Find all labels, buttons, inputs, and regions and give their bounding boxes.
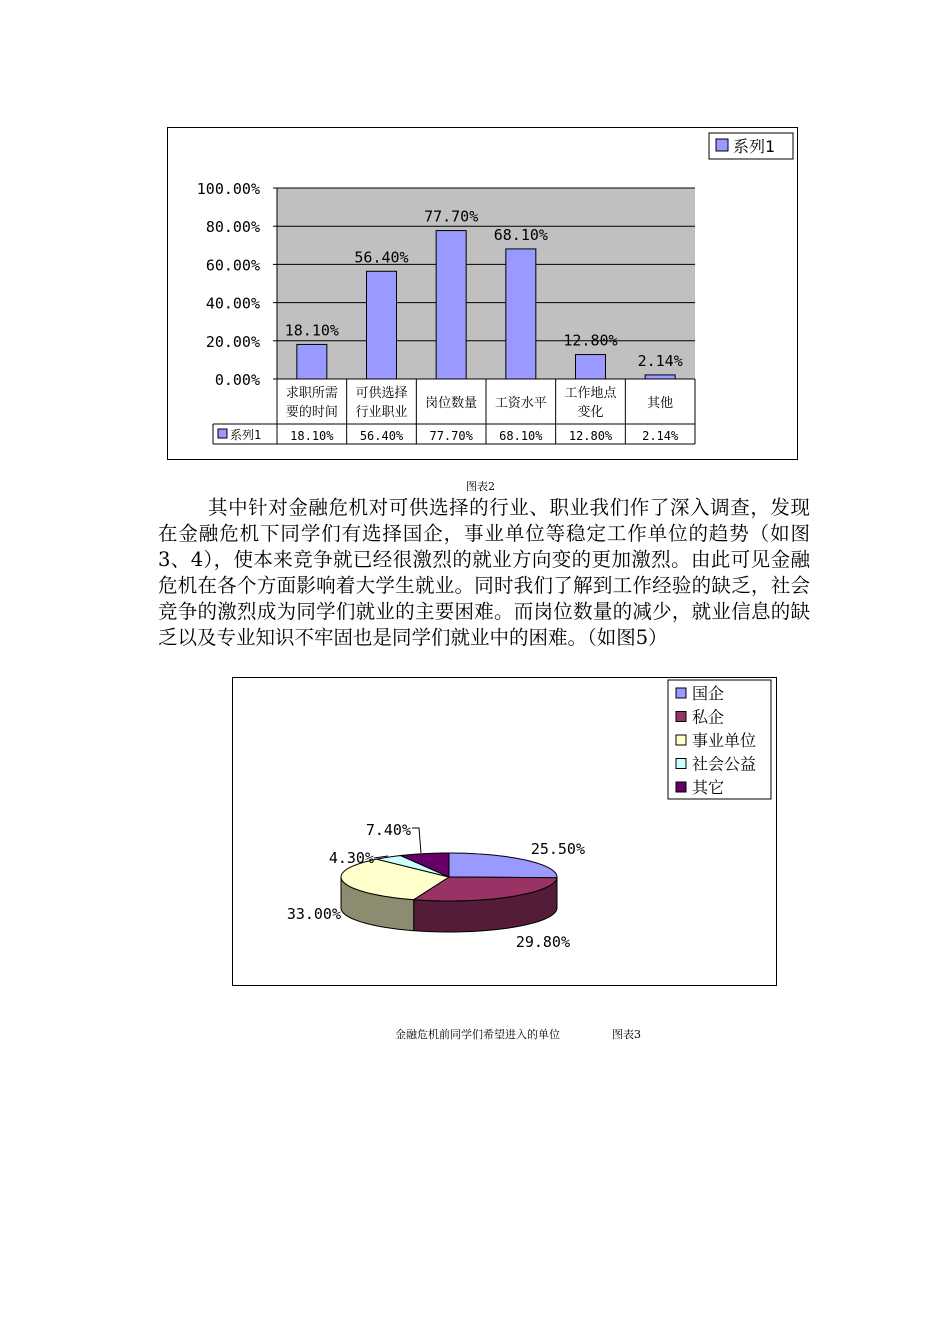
bar: [436, 231, 466, 379]
legend-swatch: [716, 139, 728, 151]
x-category-label: 要的时间: [285, 405, 338, 420]
legend-label: 社会公益: [692, 754, 757, 774]
x-category-label: 求职所需: [285, 386, 338, 401]
y-tick-label: 100.00%: [196, 180, 260, 198]
legend-label: 其它: [692, 778, 725, 797]
bar-value-label: 12.80%: [563, 331, 618, 350]
leader-line: [412, 828, 421, 853]
plot-area: [277, 188, 695, 379]
bar: [506, 249, 536, 379]
figure3-caption-number: 图表3: [612, 1028, 641, 1041]
table-legend-swatch: [218, 429, 227, 438]
bar-chart: [168, 128, 797, 459]
bar: [367, 271, 397, 379]
y-tick-label: 40.00%: [205, 294, 260, 313]
legend-label: 私企: [692, 707, 725, 727]
bar-value-label: 18.10%: [284, 321, 339, 340]
pie-chart-frame: [232, 677, 777, 986]
bar: [297, 344, 327, 379]
legend-swatch: [676, 759, 686, 769]
pie-value-label: 7.40%: [365, 821, 411, 839]
pie-value-label: 29.80%: [515, 933, 570, 951]
x-category-label: 工作地点: [564, 386, 617, 401]
bar: [645, 375, 675, 379]
x-category-label: 行业职业: [355, 405, 408, 420]
table-value: 12.80%: [568, 429, 613, 443]
table-value: 2.14%: [642, 429, 679, 443]
bar-value-label: 68.10%: [493, 225, 548, 244]
y-tick-label: 80.00%: [205, 218, 260, 237]
pie-value-label: 4.30%: [328, 849, 374, 867]
bar-value-label: 2.14%: [637, 351, 683, 370]
y-tick-label: 20.00%: [205, 332, 260, 351]
x-category-label: 岗位数量: [425, 396, 478, 411]
legend-swatch: [676, 782, 686, 792]
pie-chart: [233, 678, 776, 985]
x-category-label: 其他: [647, 396, 674, 411]
table-value: 56.40%: [359, 429, 404, 443]
table-value: 18.10%: [290, 429, 334, 443]
y-tick-label: 0.00%: [214, 371, 260, 389]
bar: [576, 355, 606, 379]
bar-value-label: 56.40%: [354, 248, 409, 267]
legend-label: 国企: [692, 684, 725, 703]
legend-swatch: [676, 735, 686, 745]
table-value: 77.70%: [429, 429, 473, 443]
figure3-caption-label: 金融危机前同学们希望进入的单位: [395, 1028, 560, 1041]
x-category-label: 变化: [577, 405, 604, 420]
table-series-name: 系列1: [230, 428, 262, 442]
bar-value-label: 77.70%: [424, 207, 479, 226]
bar-chart-frame: [167, 127, 798, 460]
x-category-label: 工资水平: [494, 396, 547, 411]
x-category-label: 可供选择: [355, 386, 408, 401]
table-value: 68.10%: [499, 429, 543, 443]
legend-label: 事业单位: [692, 731, 757, 750]
pie-value-label: 33.00%: [286, 905, 341, 923]
pie-value-label: 25.50%: [530, 840, 585, 858]
body-paragraph: 其中针对金融危机对可供选择的行业、职业我们作了深入调查，发现在金融危机下同学们有选择国企，事业单位等稳定工作单位的趋势（如图3、4），使本来竞争就已经很激烈的就业方向变的更加激烈。由此可见金融危机在各个方面影响着大学生就业。同时我们了解到工作经验的缺乏，社会竞争的激烈成为同学们就业的主要困难。而岗位数量的减少，就业信息的缺乏以及专业知识不牢固也是同学们就业中的困难。（如图5）: [158, 496, 810, 649]
y-tick-label: 60.00%: [205, 256, 260, 275]
legend-swatch: [676, 688, 686, 698]
legend-swatch: [676, 712, 686, 722]
figure2-caption: 图表2: [466, 480, 495, 493]
legend-label: 系列1: [733, 137, 775, 156]
